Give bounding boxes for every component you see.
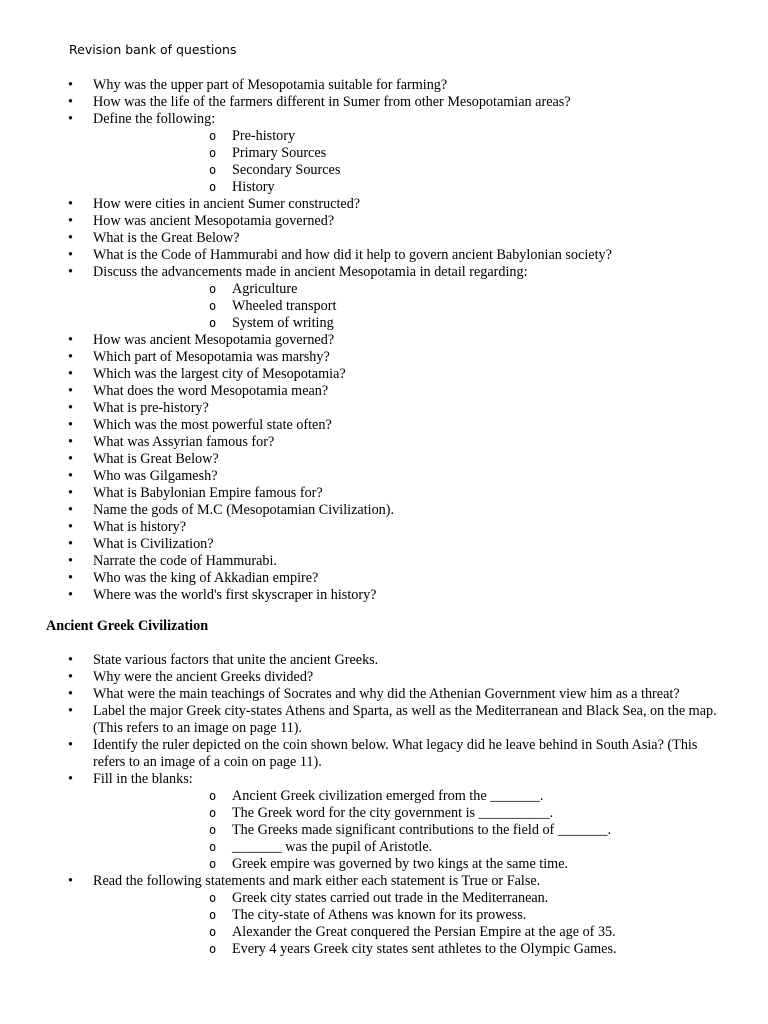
sub-list-item: o Greek empire was governed by two kings at the same time. bbox=[93, 856, 768, 873]
list-item bbox=[0, 536, 723, 553]
list-item bbox=[0, 196, 723, 213]
list-item bbox=[0, 485, 723, 502]
sub-list-item: o _______ was the pupil of Aristotle. bbox=[93, 839, 768, 856]
list-item bbox=[0, 400, 723, 417]
list-item-text: How was ancient Mesopotamia governed? bbox=[93, 332, 335, 348]
list-item-text: What is Great Below? bbox=[93, 451, 219, 467]
list-item-text: What is the Code of Hammurabi and how did it help to govern ancient Babylonian society? bbox=[93, 247, 612, 263]
list-item bbox=[0, 553, 723, 570]
sub-list-item: o System of writing bbox=[93, 315, 768, 332]
list-item-text: Which part of Mesopotamia was marshy? bbox=[93, 349, 330, 365]
sub-list-item: o The Greeks made significant contributions to the field of _______. bbox=[93, 822, 768, 839]
list-item-text: How was ancient Mesopotamia governed? bbox=[93, 213, 335, 229]
list-item-text: Narrate the code of Hammurabi. bbox=[93, 553, 277, 569]
list-item bbox=[0, 519, 723, 536]
list-item-text: How were cities in ancient Sumer constructed? bbox=[93, 196, 361, 212]
list-item bbox=[0, 230, 723, 247]
list-item bbox=[0, 77, 723, 94]
list-item bbox=[0, 468, 723, 485]
list-item-text: Who was Gilgamesh? bbox=[93, 468, 218, 484]
list-item bbox=[0, 703, 723, 737]
document-header: Revision bank of questions bbox=[69, 42, 237, 57]
list-item bbox=[0, 264, 723, 332]
list-item bbox=[0, 771, 723, 873]
list-item-text: Fill in the blanks: bbox=[93, 771, 193, 787]
list-item-text: Where was the world's first skyscraper in history? bbox=[93, 587, 377, 603]
list-item-text: Label the major Greek city-states Athens and Sparta, as well as the Mediterranean and Black Sea, on the map. (This refers to an image on page 11). bbox=[93, 703, 717, 736]
sub-list-item: o The city-state of Athens was known for its prowess. bbox=[93, 907, 768, 924]
list-item bbox=[0, 349, 723, 366]
list-item bbox=[0, 669, 723, 686]
list-item-text: Discuss the advancements made in ancient Mesopotamia in detail regarding: bbox=[93, 264, 528, 280]
sub-list-item: o Agriculture bbox=[93, 281, 768, 298]
sub-list-item: o Alexander the Great conquered the Persian Empire at the age of 35. bbox=[93, 924, 768, 941]
greek-question-list bbox=[0, 652, 723, 958]
list-item-text: Who was the king of Akkadian empire? bbox=[93, 570, 319, 586]
sub-list-item: o Primary Sources bbox=[93, 145, 768, 162]
list-item bbox=[0, 111, 723, 196]
list-item bbox=[0, 94, 723, 111]
list-item bbox=[0, 502, 723, 519]
sub-list bbox=[93, 281, 723, 332]
list-item bbox=[0, 451, 723, 468]
list-item-text: What is pre-history? bbox=[93, 400, 209, 416]
section-title: Ancient Greek Civilization bbox=[46, 618, 209, 634]
list-item-text: State various factors that unite the ancient Greeks. bbox=[93, 652, 379, 668]
sub-list-item: o The Greek word for the city government is __________. bbox=[93, 805, 768, 822]
list-item bbox=[0, 417, 723, 434]
list-item bbox=[0, 686, 723, 703]
list-item bbox=[0, 652, 723, 669]
list-item bbox=[0, 570, 723, 587]
list-item bbox=[0, 737, 723, 771]
list-item bbox=[0, 366, 723, 383]
list-item bbox=[0, 434, 723, 451]
sub-list-item: o Pre-history bbox=[93, 128, 768, 145]
sub-list bbox=[93, 788, 723, 873]
sub-list bbox=[93, 890, 723, 958]
sub-list bbox=[93, 128, 723, 196]
list-item-text: Why was the upper part of Mesopotamia suitable for farming? bbox=[93, 77, 448, 93]
list-item-text: Which was the most powerful state often? bbox=[93, 417, 332, 433]
list-item bbox=[0, 213, 723, 230]
list-item bbox=[0, 332, 723, 349]
list-item-text: What were the main teachings of Socrates and why did the Athenian Government view him as a threat? bbox=[93, 686, 680, 702]
sub-list-item: o Wheeled transport bbox=[93, 298, 768, 315]
sub-list-item: o Greek city states carried out trade in the Mediterranean. bbox=[93, 890, 768, 907]
list-item-text: How was the life of the farmers different in Sumer from other Mesopotamian areas? bbox=[93, 94, 571, 110]
list-item-text: Identify the ruler depicted on the coin shown below. What legacy did he leave behind in South Asia? (This refers to an image of a coin on page 11). bbox=[93, 737, 698, 770]
list-item-text: Name the gods of M.C (Mesopotamian Civilization). bbox=[93, 502, 395, 518]
list-item-text: Define the following: bbox=[93, 111, 216, 127]
list-item bbox=[0, 587, 723, 604]
list-item-text: What was Assyrian famous for? bbox=[93, 434, 275, 450]
list-item-text: What is the Great Below? bbox=[93, 230, 240, 246]
list-item-text: Read the following statements and mark either each statement is True or False. bbox=[93, 873, 541, 889]
list-item-text: What is Babylonian Empire famous for? bbox=[93, 485, 323, 501]
sub-list-item: o Every 4 years Greek city states sent athletes to the Olympic Games. bbox=[93, 941, 768, 958]
list-item bbox=[0, 247, 723, 264]
sub-list-item: o History bbox=[93, 179, 768, 196]
list-item-text: What is history? bbox=[93, 519, 186, 535]
list-item bbox=[0, 383, 723, 400]
mesopotamia-question-list bbox=[0, 77, 723, 604]
list-item-text: What is Civilization? bbox=[93, 536, 214, 552]
sub-list-item: o Secondary Sources bbox=[93, 162, 768, 179]
sub-list-item: o Ancient Greek civilization emerged from the _______. bbox=[93, 788, 768, 805]
list-item-text: What does the word Mesopotamia mean? bbox=[93, 383, 329, 399]
list-item bbox=[0, 873, 723, 958]
list-item-text: Which was the largest city of Mesopotamia? bbox=[93, 366, 346, 382]
list-item-text: Why were the ancient Greeks divided? bbox=[93, 669, 314, 685]
